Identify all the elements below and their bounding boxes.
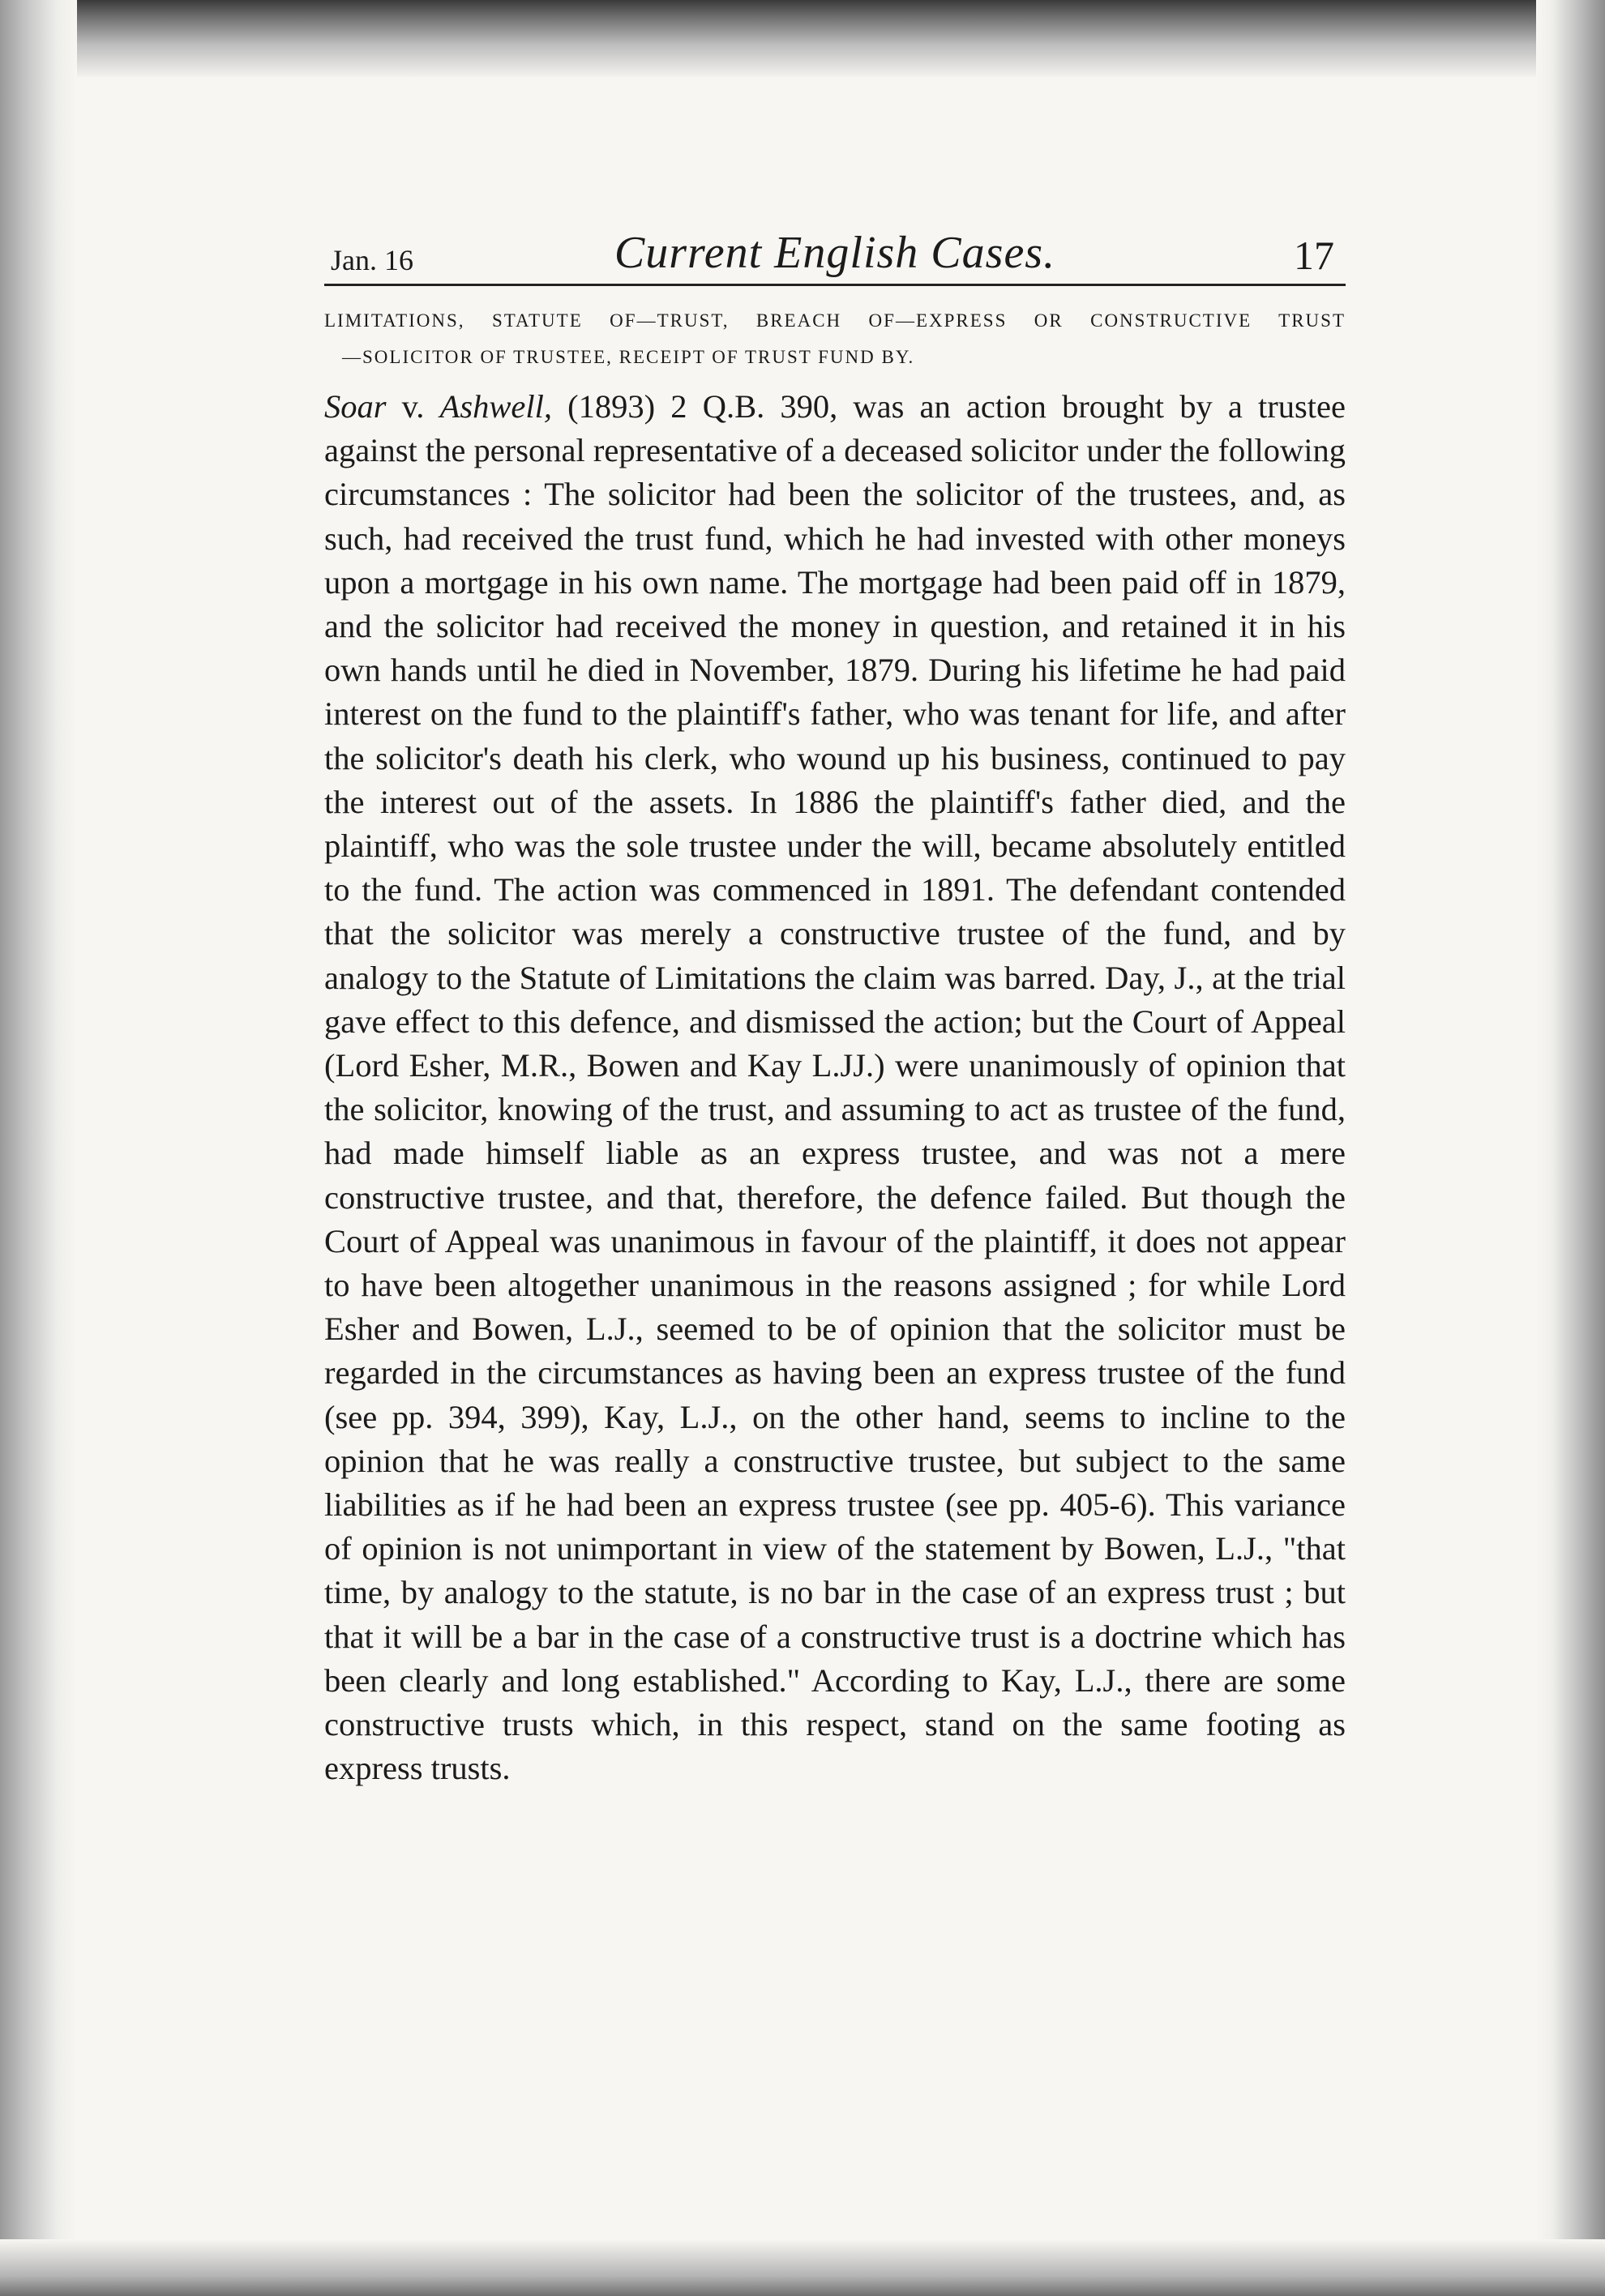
case-plaintiff: Soar — [324, 388, 387, 425]
scan-top-edge — [0, 0, 1605, 77]
document-page — [324, 227, 1346, 1824]
case-versus: v. — [386, 388, 440, 425]
page-number: 17 — [1294, 233, 1334, 278]
headnote-line-2: —SOLICITOR OF TRUSTEE, RECEIPT OF TRUST FUND BY. — [342, 347, 915, 367]
case-paragraph — [324, 385, 1346, 1791]
headnote-line-1: LIMITATIONS, STATUTE OF—TRUST, BREACH OF—EXPRESS OR CONSTRUCTIVE TRUST — [324, 310, 1346, 331]
running-head-date: Jan. 16 — [331, 244, 413, 276]
running-head-title: Current English Cases. — [614, 228, 1056, 278]
scan-left-edge — [0, 0, 77, 2296]
scan-bottom-edge — [0, 2239, 1605, 2296]
running-head — [324, 227, 1346, 286]
case-body-text: (1893) 2 Q.B. 390, was an action brought by a trustee against the personal representative of a deceased solicitor under the following circumstances : The solicitor had been the solicitor of the trustees, and, as such, had received the trust fund, which he had invested with other moneys upon a mortgage in his own name. The mortgage had been paid off in 1879, and the solicitor had received the money in question, and retained it in his own hands until he died in November, 1879. During his lifetime he had paid interest on the fund to the plaintiff's father, who was tenant for life, and after the solicitor's death his clerk, who wound up his business, continued to pay the interest out of the assets. In 1886 the plaintiff's father died, and the plaintiff, who was the sole trustee under the will, became absolutely entitled to the fund. The action was commenced in 1891. The defendant contended that the solicitor was merely a constructive trustee of the fund, and by analogy to the Statute of Limitations the claim was barred. Day, J., at the trial gave effect to this defence, and dismissed the action; but the Court of Appeal (Lord Esher, M.R., Bowen and Kay L.JJ.) were unanimously of opinion that the solicitor, knowing of the trust, and assuming to act as trustee of the fund, had made himself liable as an express trustee, and was not a mere constructive trustee, and that, therefore, the defence failed. But though the Court of Appeal was unanimous in favour of the plaintiff, it does not appear to have been altogether unanimous in the reasons assigned ; for while Lord Esher and Bowen, L.J., seemed to be of opinion that the solicitor must be regarded in the circumstances as having been an express trustee of the fund (see pp. 394, 399), Kay, L.J., on the other hand, seems to incline to the opinion that he was really a constructive trustee, but subject to the same liabilities as if he had been an express trustee (see pp. 405-6). This variance of opinion is not unimportant in view of the statement by Bowen, L.J., "that time, by analogy to the statute, is no bar in the case of an express trust ; but that it will be a bar in the case of a constructive trust is a doctrine which has been clearly and long established." According to Kay, L.J., there are some constructive trusts which, in this respect, stand on the same footing as express trusts. — [324, 388, 1346, 1787]
scan-right-edge — [1536, 0, 1605, 2296]
case-defendant: Ashwell, — [439, 388, 552, 425]
